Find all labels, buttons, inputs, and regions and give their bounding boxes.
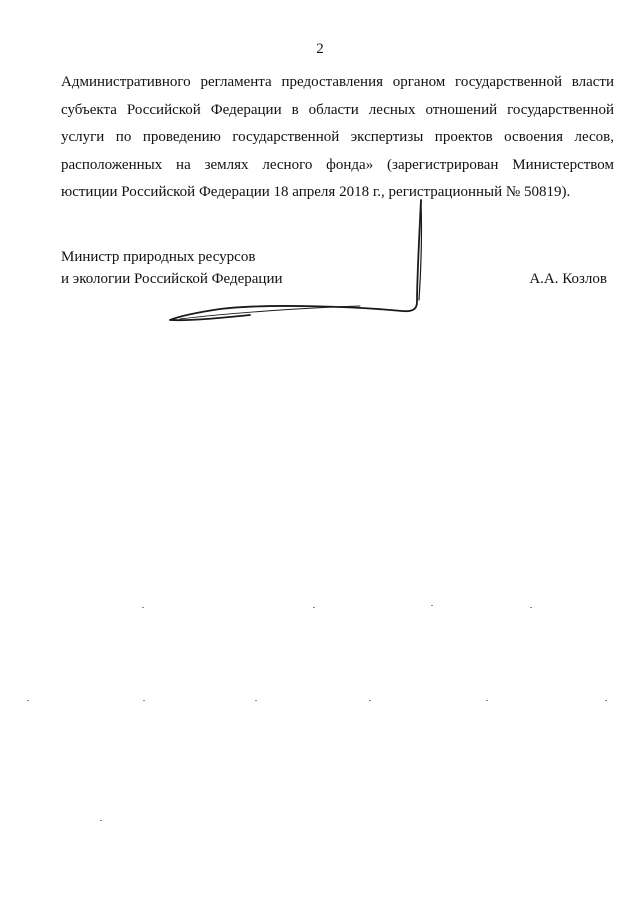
signatory-title-line: и экологии Российской Федерации (61, 271, 283, 287)
page-number: 2 (316, 41, 324, 57)
scan-speck (369, 700, 371, 701)
body-line: услуги по проведению государственной экспертизы проектов освоения лесов, (61, 129, 614, 145)
scan-speck (27, 700, 29, 701)
scan-speck (605, 700, 607, 701)
scan-speck (313, 607, 315, 608)
body-line: субъекта Российской Федерации в области лесных отношений государственной (61, 101, 614, 118)
signatory-name: А.А. Козлов (529, 271, 607, 287)
scan-speck (143, 700, 145, 701)
body-line: Административного регламента предоставления органом государственной власти (61, 74, 614, 90)
scan-speck (142, 607, 144, 608)
scan-speck (100, 820, 102, 821)
scan-speck (530, 607, 532, 608)
body-line: расположенных на землях лесного фонда» (зарегистрирован Министерством (61, 156, 614, 173)
scan-speck (431, 605, 433, 606)
signatory-title-line: Министр природных ресурсов (61, 249, 256, 265)
scan-speck (486, 700, 488, 701)
scan-speck (255, 700, 257, 701)
body-line: юстиции Российской Федерации 18 апреля 2018 г., регистрационный № 50819). (61, 184, 571, 200)
